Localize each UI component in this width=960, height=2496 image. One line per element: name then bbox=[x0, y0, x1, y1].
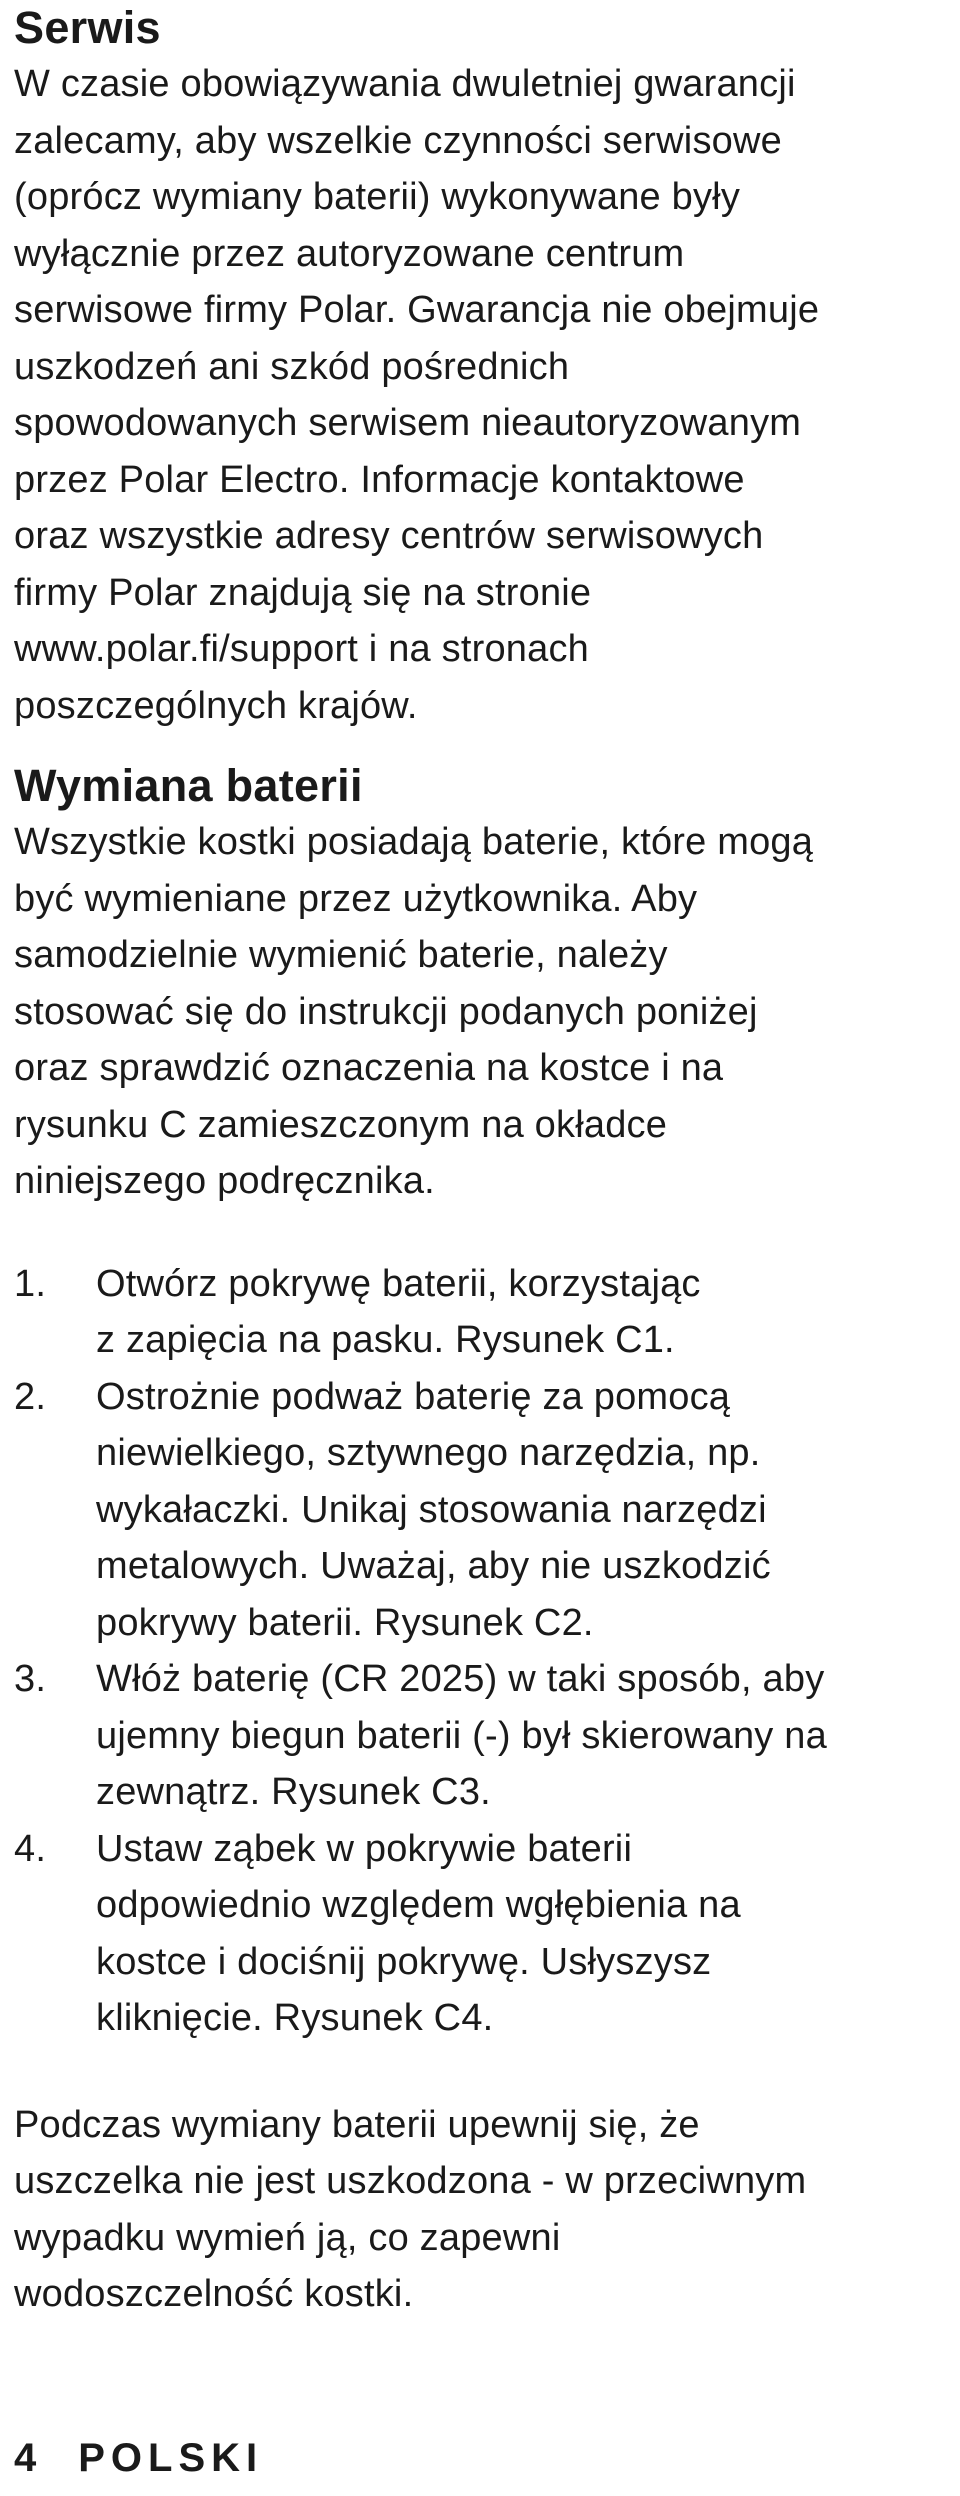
service-heading: Serwis bbox=[14, 2, 161, 53]
text-line: W czasie obowiązywania dwuletniej gwarancji bbox=[14, 63, 796, 105]
text-line: Ostrożnie podważ baterię za pomocą bbox=[96, 1375, 731, 1418]
text-line: poszczególnych krajów. bbox=[14, 684, 418, 727]
text-line: Otwórz pokrywę baterii, korzystając bbox=[96, 1262, 701, 1305]
text-line: uszczelka nie jest uszkodzona - w przeciwnym bbox=[14, 2160, 807, 2202]
text-line: kostce i dociśnij pokrywę. Usłyszysz bbox=[96, 1940, 712, 1983]
step-number: 2. bbox=[14, 1375, 47, 1418]
battery-note-paragraph bbox=[14, 2097, 954, 2323]
text-line: spowodowanych serwisem nieautoryzowanym bbox=[14, 402, 802, 444]
text-line: uszkodzeń ani szkód pośrednich bbox=[14, 345, 570, 388]
text-line: Wszystkie kostki posiadają baterie, które mogą bbox=[14, 821, 814, 863]
step-item bbox=[14, 1651, 954, 1821]
text-line: wypadku wymień ją, co zapewni bbox=[14, 2216, 561, 2259]
document-page bbox=[14, 0, 954, 2323]
text-line: niniejszego podręcznika. bbox=[14, 1160, 435, 1202]
text-line: serwisowe firmy Polar. Gwarancja nie obejmuje bbox=[14, 289, 820, 331]
text-line: (oprócz wymiany baterii) wykonywane były bbox=[14, 176, 741, 218]
text-line: oraz wszystkie adresy centrów serwisowych bbox=[14, 515, 764, 557]
text-line: zewnątrz. Rysunek C3. bbox=[96, 1771, 491, 1813]
text-line: odpowiednio względem wgłębienia na bbox=[96, 1884, 741, 1926]
text-line: z zapięcia na pasku. Rysunek C1. bbox=[96, 1319, 675, 1361]
text-line: pokrywy baterii. Rysunek C2. bbox=[96, 1601, 594, 1644]
text-line: www.polar.fi/support i na stronach bbox=[14, 628, 589, 670]
text-line: firmy Polar znajdują się na stronie bbox=[14, 571, 592, 614]
step-item bbox=[14, 1821, 954, 2047]
page-footer bbox=[14, 2430, 263, 2486]
text-line: wodoszczelność kostki. bbox=[14, 2273, 414, 2315]
language-label: POLSKI bbox=[78, 2436, 264, 2480]
text-line: kliknięcie. Rysunek C4. bbox=[96, 1997, 494, 2039]
text-line: być wymieniane przez użytkownika. Aby bbox=[14, 877, 698, 920]
step-item bbox=[14, 1369, 954, 1652]
text-line: wyłącznie przez autoryzowane centrum bbox=[14, 232, 685, 275]
text-line: rysunku C zamieszczonym na okładce bbox=[14, 1103, 668, 1146]
text-line: oraz sprawdzić oznaczenia na kostce i na bbox=[14, 1047, 724, 1089]
text-line: metalowych. Uważaj, aby nie uszkodzić bbox=[96, 1545, 771, 1587]
text-line: zalecamy, aby wszelkie czynności serwisowe bbox=[14, 119, 782, 162]
text-line: stosować się do instrukcji podanych poniżej bbox=[14, 990, 758, 1033]
text-line: wykałaczki. Unikaj stosowania narzędzi bbox=[96, 1488, 767, 1531]
battery-section bbox=[14, 758, 954, 2323]
text-line: samodzielnie wymienić baterie, należy bbox=[14, 934, 668, 976]
battery-intro-paragraph bbox=[14, 814, 954, 1210]
text-line: Włóż baterię (CR 2025) w taki sposób, aby bbox=[96, 1658, 825, 1700]
service-section bbox=[14, 0, 954, 734]
step-number: 1. bbox=[14, 1262, 47, 1305]
text-line: ujemny biegun baterii (-) był skierowany na bbox=[96, 1714, 827, 1757]
text-line: Podczas wymiany baterii upewnij się, że bbox=[14, 2103, 700, 2146]
battery-steps-list bbox=[14, 1256, 954, 2047]
battery-heading: Wymiana baterii bbox=[14, 760, 363, 811]
service-paragraph bbox=[14, 56, 954, 734]
text-line: przez Polar Electro. Informacje kontaktowe bbox=[14, 458, 745, 501]
text-line: Ustaw ząbek w pokrywie baterii bbox=[96, 1827, 633, 1870]
step-number: 3. bbox=[14, 1658, 47, 1700]
step-number: 4. bbox=[14, 1827, 47, 1870]
page-number: 4 bbox=[14, 2436, 43, 2480]
step-item bbox=[14, 1256, 954, 1369]
text-line: niewielkiego, sztywnego narzędzia, np. bbox=[96, 1432, 761, 1474]
